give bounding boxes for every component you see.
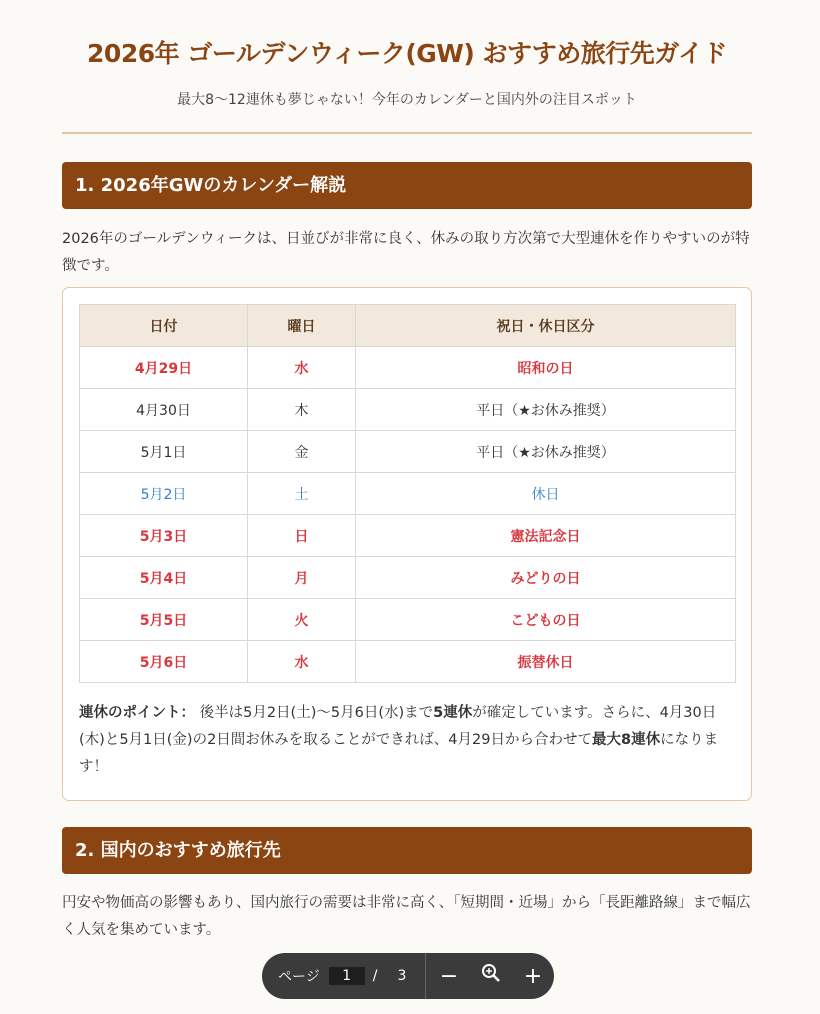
section-heading-domestic: 2. 国内のおすすめ旅行先 xyxy=(62,827,752,874)
divider xyxy=(62,132,752,134)
header-day: 曜日 xyxy=(248,305,356,347)
cell-date: 5月3日 xyxy=(80,515,248,557)
point-bold: 最大8連休 xyxy=(591,732,661,748)
cell-date: 5月1日 xyxy=(80,431,248,473)
point-text: になります！ xyxy=(79,732,719,775)
cell-date: 5月2日 xyxy=(80,473,248,515)
zoom-out-button[interactable]: − xyxy=(439,963,459,989)
header-type: 祝日・休日区分 xyxy=(356,305,736,347)
cell-type: 平日（★お休み推奨） xyxy=(356,431,736,473)
cell-day: 月 xyxy=(248,557,356,599)
zoom-in-button[interactable]: + xyxy=(523,963,543,989)
cell-type: こどもの日 xyxy=(356,599,736,641)
table-row xyxy=(80,599,736,641)
page-subtitle: 最大8〜12連休も夢じゃない！今年のカレンダーと国内外の注目スポット xyxy=(177,92,637,108)
cell-day: 水 xyxy=(248,347,356,389)
cell-type: 休日 xyxy=(356,473,736,515)
cell-type: 憲法記念日 xyxy=(356,515,736,557)
cell-day: 金 xyxy=(248,431,356,473)
table-row xyxy=(80,641,736,683)
cell-day: 火 xyxy=(248,599,356,641)
cell-date: 4月29日 xyxy=(80,347,248,389)
table-row xyxy=(80,473,736,515)
table-row xyxy=(80,347,736,389)
header-date: 日付 xyxy=(80,305,248,347)
cell-type: 平日（★お休み推奨） xyxy=(356,389,736,431)
table-row xyxy=(80,515,736,557)
point-label: 連休のポイント： xyxy=(79,705,195,721)
gw-calendar-table xyxy=(79,304,736,683)
cell-date: 5月4日 xyxy=(80,557,248,599)
cell-day: 水 xyxy=(248,641,356,683)
cell-date: 5月5日 xyxy=(80,599,248,641)
point-text: が確定しています。さらに、4月30日(木)と5月1日(金)の2日間お休みを取ることができれば、4月29日から合わせて xyxy=(79,705,717,748)
table-row xyxy=(80,431,736,473)
page-separator: / xyxy=(372,968,378,984)
cell-day: 木 xyxy=(248,389,356,431)
zoom-icon xyxy=(481,963,501,983)
domestic-intro: 円安や物価高の影響もあり、国内旅行の需要は非常に高く、「短期間・近場」から「長距離路線」まで幅広く人気を集めています。 xyxy=(62,895,751,938)
section-heading-calendar: 1. 2026年GWのカレンダー解説 xyxy=(62,162,752,209)
point-text: 後半は5月2日(土)〜5月6日(水)まで xyxy=(195,705,434,721)
table-header-row xyxy=(80,305,736,347)
cell-day: 日 xyxy=(248,515,356,557)
cell-type: 振替休日 xyxy=(356,641,736,683)
page-title: 2026年 ゴールデンウィーク(GW) おすすめ旅行先ガイド xyxy=(87,39,727,68)
cell-date: 4月30日 xyxy=(80,389,248,431)
cell-type: 昭和の日 xyxy=(356,347,736,389)
table-row xyxy=(80,557,736,599)
cell-day: 土 xyxy=(248,473,356,515)
page-number-input[interactable]: 1 xyxy=(329,967,365,985)
holiday-point xyxy=(79,700,739,781)
zoom-reset-button[interactable] xyxy=(470,963,512,989)
page-navigation xyxy=(262,953,426,999)
table-row xyxy=(80,389,736,431)
cell-date: 5月6日 xyxy=(80,641,248,683)
total-pages: 3 xyxy=(397,968,407,984)
calendar-card xyxy=(62,287,752,801)
point-bold: 5連休 xyxy=(433,705,473,721)
pdf-toolbar xyxy=(262,953,554,999)
page-label: ページ xyxy=(278,969,320,985)
cell-type: みどりの日 xyxy=(356,557,736,599)
calendar-intro: 2026年のゴールデンウィークは、日並びが非常に良く、休みの取り方次第で大型連休を作りやすいのが特徴です。 xyxy=(62,231,750,274)
